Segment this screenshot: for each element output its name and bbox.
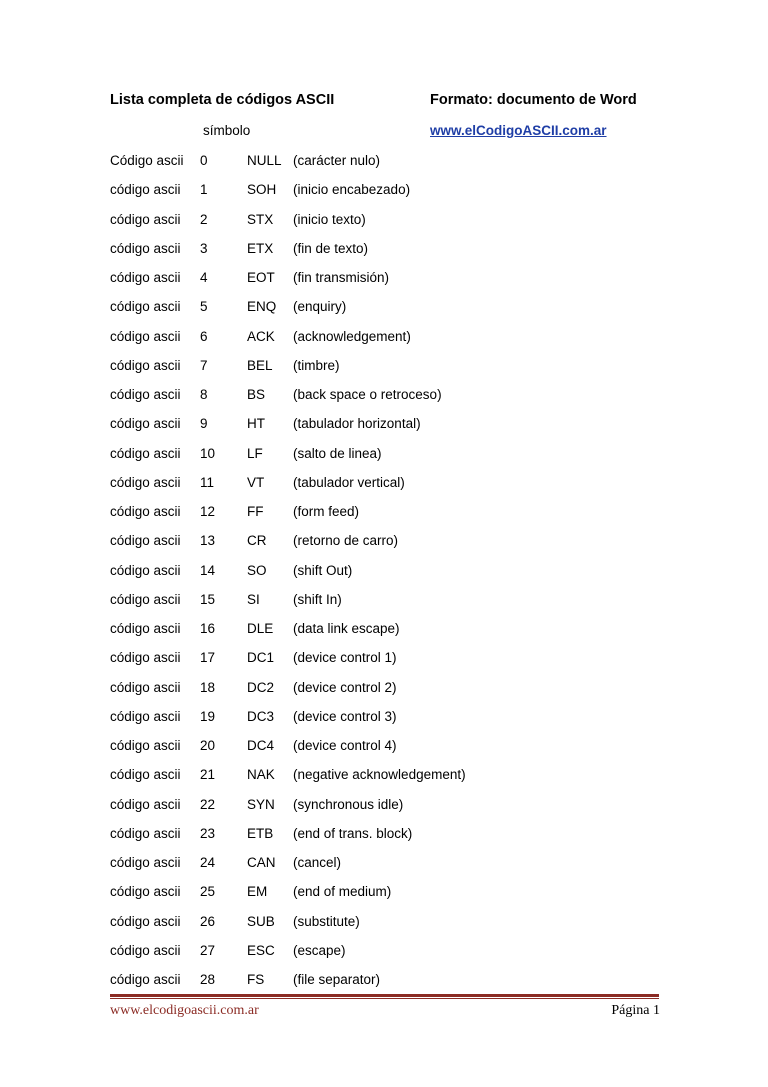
code-symbol: ETX: [247, 240, 274, 256]
code-description: (fin de texto): [293, 240, 369, 256]
ascii-row: [0, 473, 768, 502]
code-number: 14: [200, 562, 216, 578]
code-symbol: VT: [247, 474, 265, 490]
code-number: 17: [200, 650, 216, 666]
code-label: código ascii: [110, 738, 181, 753]
code-symbol: ENQ: [247, 299, 277, 315]
code-symbol: LF: [247, 445, 263, 461]
code-label: código ascii: [110, 679, 181, 695]
code-description: (substitute): [293, 913, 360, 929]
code-label: código ascii: [110, 328, 181, 344]
code-number: 28: [200, 972, 216, 987]
code-number: 21: [200, 767, 216, 783]
code-label: código ascii: [110, 796, 181, 812]
code-label: código ascii: [110, 621, 181, 636]
footer-rule: [110, 994, 659, 997]
code-description: (carácter nulo): [293, 153, 381, 168]
code-number: 26: [200, 913, 216, 929]
code-label: código ascii: [110, 913, 181, 929]
document-title: Lista completa de códigos ASCII: [110, 92, 335, 108]
code-number: 3: [200, 240, 208, 256]
ascii-row: [0, 619, 768, 648]
code-label: código ascii: [110, 591, 181, 607]
ascii-row: [0, 502, 768, 531]
ascii-row: [0, 941, 768, 970]
code-description: (synchronous idle): [293, 796, 404, 812]
ascii-row: [0, 327, 768, 356]
code-label: código ascii: [110, 504, 181, 519]
ascii-row: [0, 882, 768, 911]
site-link[interactable]: www.elCodigoASCII.com.ar: [430, 123, 607, 138]
code-label: código ascii: [110, 357, 181, 373]
ascii-row: [0, 912, 768, 941]
code-number: 4: [200, 270, 208, 285]
footer-rule-thin: [110, 998, 659, 999]
code-number: 1: [200, 182, 208, 198]
code-description: (tabulador horizontal): [293, 416, 421, 432]
code-symbol: DC2: [247, 679, 275, 695]
ascii-row: [0, 531, 768, 560]
code-number: 9: [200, 416, 208, 432]
code-symbol: EOT: [247, 270, 275, 285]
code-number: 18: [200, 679, 216, 695]
code-symbol: SO: [247, 562, 267, 578]
code-description: (device control 4): [293, 738, 397, 753]
format-label: Formato: documento de Word: [430, 92, 637, 108]
code-symbol: FS: [247, 972, 265, 987]
code-label: código ascii: [110, 445, 181, 461]
ascii-row: [0, 444, 768, 473]
code-symbol: SI: [247, 591, 260, 607]
ascii-row: [0, 414, 768, 443]
code-label: código ascii: [110, 767, 181, 783]
ascii-row: [0, 707, 768, 736]
code-number: 20: [200, 738, 216, 753]
ascii-row: [0, 180, 768, 209]
code-description: (escape): [293, 942, 346, 958]
code-description: (shift Out): [293, 562, 353, 578]
code-label: código ascii: [110, 416, 181, 432]
code-description: (retorno de carro): [293, 533, 399, 549]
code-label: código ascii: [110, 884, 181, 900]
ascii-row: [0, 297, 768, 326]
ascii-row: [0, 765, 768, 794]
code-symbol: DLE: [247, 621, 274, 636]
ascii-row: [0, 795, 768, 824]
code-number: 6: [200, 328, 208, 344]
code-label: código ascii: [110, 562, 181, 578]
code-symbol: DC4: [247, 738, 275, 753]
code-description: (acknowledgement): [293, 328, 411, 344]
code-label: código ascii: [110, 855, 181, 870]
code-description: (end of medium): [293, 884, 392, 900]
code-number: 11: [200, 474, 215, 490]
ascii-row: [0, 853, 768, 882]
symbol-column-heading: símbolo: [203, 123, 251, 138]
code-symbol: DC3: [247, 708, 275, 724]
code-number: 27: [200, 942, 216, 958]
code-number: 23: [200, 825, 216, 841]
code-description: (salto de linea): [293, 445, 382, 461]
ascii-row: [0, 151, 768, 180]
ascii-row: [0, 590, 768, 619]
code-label: código ascii: [110, 474, 181, 490]
page-number: Página 1: [611, 1003, 660, 1018]
ascii-row: [0, 678, 768, 707]
code-label: código ascii: [110, 650, 181, 666]
code-symbol: NULL: [247, 153, 282, 168]
code-label: código ascii: [110, 825, 181, 841]
code-symbol: SUB: [247, 913, 275, 929]
code-symbol: ACK: [247, 328, 275, 344]
code-description: (tabulador vertical): [293, 474, 405, 490]
code-label: código ascii: [110, 533, 181, 549]
code-symbol: CAN: [247, 855, 276, 870]
ascii-row: [0, 268, 768, 297]
code-label: código ascii: [110, 182, 181, 198]
ascii-row: [0, 824, 768, 853]
code-description: (data link escape): [293, 621, 400, 636]
code-description: (device control 1): [293, 650, 397, 666]
code-label: código ascii: [110, 387, 181, 402]
code-symbol: DC1: [247, 650, 275, 666]
code-description: (device control 3): [293, 708, 397, 724]
code-symbol: BEL: [247, 357, 273, 373]
ascii-row: [0, 648, 768, 677]
code-description: (end of trans. block): [293, 825, 413, 841]
code-number: 12: [200, 504, 216, 519]
ascii-row: [0, 561, 768, 590]
code-symbol: SOH: [247, 182, 277, 198]
code-label: código ascii: [110, 240, 181, 256]
code-number: 19: [200, 708, 216, 724]
code-symbol: NAK: [247, 767, 275, 783]
code-number: 24: [200, 855, 216, 870]
code-symbol: STX: [247, 211, 274, 227]
ascii-code-list: [0, 151, 768, 999]
footer-url[interactable]: www.elcodigoascii.com.ar: [110, 1003, 259, 1018]
code-label: código ascii: [110, 708, 181, 724]
code-description: (form feed): [293, 504, 360, 519]
code-number: 5: [200, 299, 208, 315]
code-number: 25: [200, 884, 216, 900]
ascii-row: [0, 210, 768, 239]
code-number: 13: [200, 533, 216, 549]
code-description: (timbre): [293, 357, 340, 373]
code-label: código ascii: [110, 972, 181, 987]
code-description: (device control 2): [293, 679, 397, 695]
code-description: (inicio encabezado): [293, 182, 411, 198]
ascii-row: [0, 239, 768, 268]
code-label: código ascii: [110, 299, 181, 315]
code-label: código ascii: [110, 942, 181, 958]
code-symbol: BS: [247, 387, 266, 402]
code-number: 16: [200, 621, 216, 636]
code-label: Código ascii: [110, 153, 184, 168]
code-description: (negative acknowledgement): [293, 767, 466, 783]
code-symbol: ETB: [247, 825, 274, 841]
code-number: 8: [200, 387, 208, 402]
ascii-row: [0, 356, 768, 385]
code-number: 10: [200, 445, 216, 461]
code-symbol: SYN: [247, 796, 275, 812]
ascii-row: [0, 385, 768, 414]
code-description: (back space o retroceso): [293, 387, 442, 402]
code-number: 2: [200, 211, 208, 227]
code-label: código ascii: [110, 211, 181, 227]
code-number: 15: [200, 591, 216, 607]
code-number: 22: [200, 796, 216, 812]
code-description: (enquiry): [293, 299, 347, 315]
code-description: (file separator): [293, 972, 381, 987]
code-symbol: HT: [247, 416, 265, 432]
code-symbol: ESC: [247, 942, 275, 958]
code-symbol: EM: [247, 884, 268, 900]
code-label: código ascii: [110, 270, 181, 285]
code-number: 7: [200, 357, 208, 373]
code-number: 0: [200, 153, 208, 168]
code-symbol: CR: [247, 533, 267, 549]
code-description: (cancel): [293, 855, 342, 870]
code-symbol: FF: [247, 504, 264, 519]
code-description: (inicio texto): [293, 211, 366, 227]
ascii-row: [0, 736, 768, 765]
code-description: (fin transmisión): [293, 270, 390, 285]
code-description: (shift In): [293, 591, 342, 607]
